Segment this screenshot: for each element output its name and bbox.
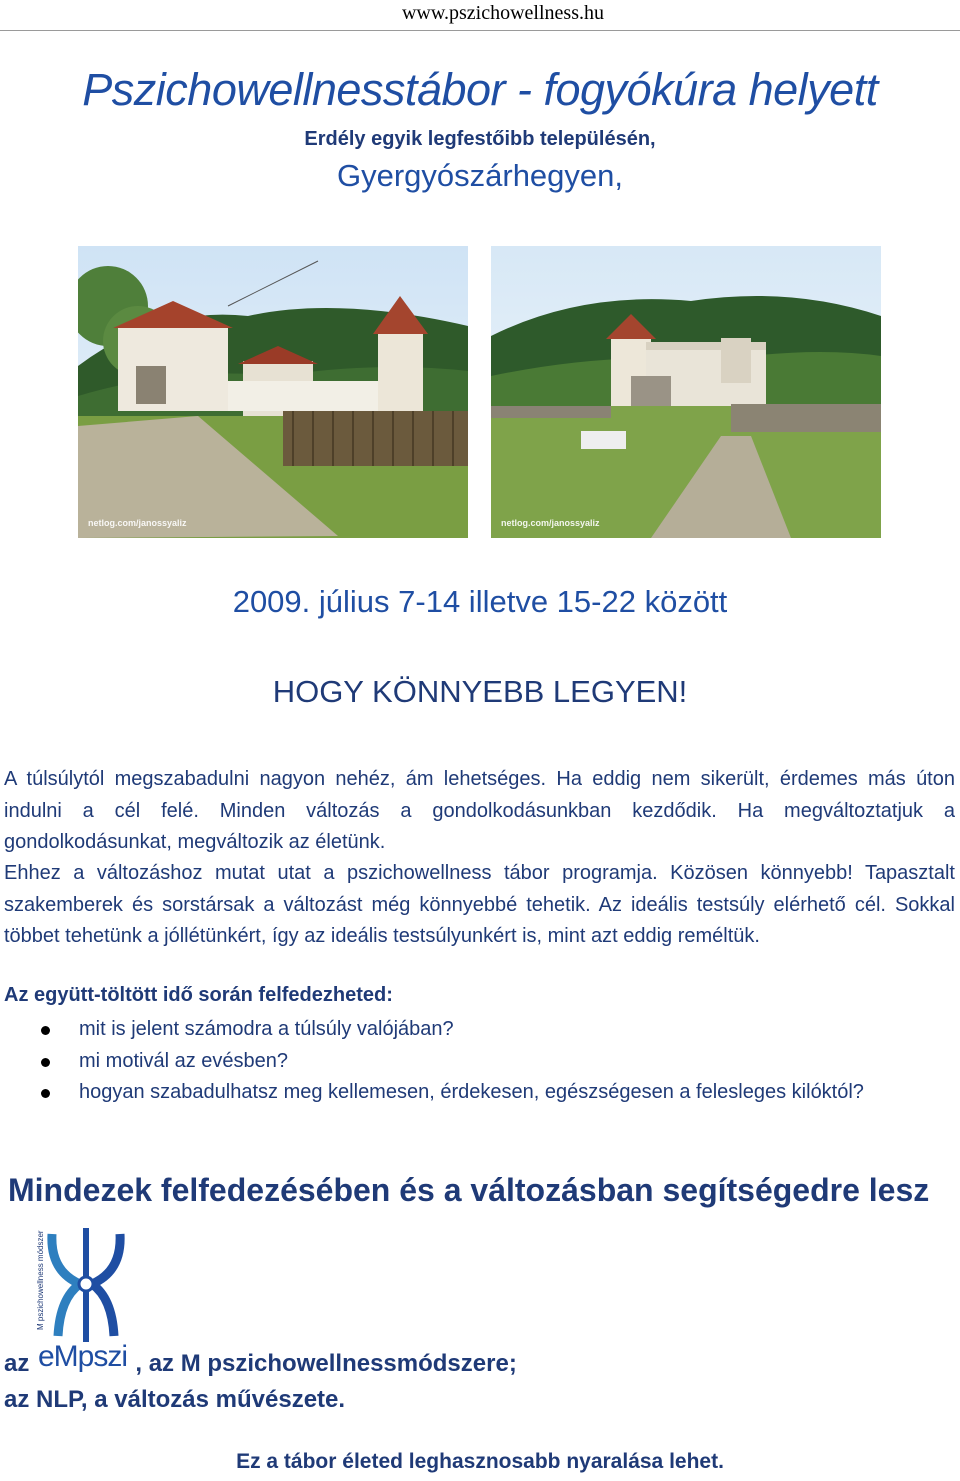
- intro-paragraph-part2: Ehhez a változáshoz mutat utat a pszichowellness tábor programja. Közösen könnyebb! Tapasztalt szakemberek és sorstársak a változást még könnyebbé tehetik. Az ideális testsúly elérhető cél. Sokkal többet tehetünk a jóllétünkért, így az ideális testsúlyunkért is, mint azt eddig reméltük.: [4, 862, 955, 947]
- village-photo-left: [78, 246, 468, 538]
- page-title: Pszichowellnesstábor - fogyókúra helyett: [82, 64, 878, 115]
- logo-vertical-caption: [36, 1230, 44, 1338]
- camp-dates: 2009. július 7-14 illetve 15-22 között: [232, 584, 728, 619]
- empszi-wordmark: eMpszi: [38, 1340, 128, 1373]
- logo-vertical-text: M pszichowellness módszer: [36, 1230, 45, 1330]
- list-item-text: mi motivál az evésben?: [79, 1049, 288, 1072]
- photo-watermark: netlog.com/janossyaliz: [88, 518, 187, 528]
- list-item: [0, 1014, 955, 1046]
- intro-paragraph-part1: A túlsúlytól megszabadulni nagyon nehéz, ám lehetséges. Ha eddig nem sikerült, érdemes más úton indulni a cél felé. Minden változás a gondolkodásunkban kezdődik. Ha megváltoztatjuk a gondolkodásunkat, megváltozik az életünk.: [4, 768, 955, 853]
- help-heading: Mindezek felfedezésében és a változásban segítségedre lesz: [8, 1172, 930, 1208]
- photo-watermark: netlog.com/janossyaliz: [501, 518, 600, 528]
- village-photo-right: [491, 246, 881, 538]
- list-item: [0, 1046, 955, 1078]
- bullet-icon: [41, 1089, 50, 1098]
- list-item: [0, 1077, 955, 1109]
- site-url[interactable]: www.pszichowellness.hu: [401, 2, 604, 24]
- discover-list: [0, 1014, 955, 1109]
- bullet-icon: [41, 1058, 50, 1067]
- motto-heading: HOGY KÖNNYEBB LEGYEN!: [272, 674, 688, 709]
- list-item-text: mit is jelent számodra a túlsúly valójában?: [79, 1018, 454, 1040]
- method-rest: , az M pszichowellnessmódszere;: [135, 1350, 517, 1377]
- nlp-line: az NLP, a változás művészete.: [4, 1386, 346, 1413]
- list-item-text: hogyan szabadulhatsz meg kellemesen, érdekesen, egészségesen a felesleges kilóktól?: [79, 1081, 864, 1103]
- bullet-icon: [41, 1026, 50, 1035]
- empszi-logo: [40, 1226, 135, 1349]
- subtitle: Erdély egyik legfestőibb településén,: [304, 128, 656, 150]
- place-name: Gyergyószárhegyen,: [336, 158, 624, 193]
- header-rule: [0, 30, 960, 31]
- discover-heading: Az együtt-töltött idő során felfedezheted:: [4, 984, 393, 1006]
- closing-line: Ez a tábor életed leghasznosabb nyaralása lehet.: [236, 1450, 724, 1473]
- method-prefix: az: [4, 1350, 30, 1377]
